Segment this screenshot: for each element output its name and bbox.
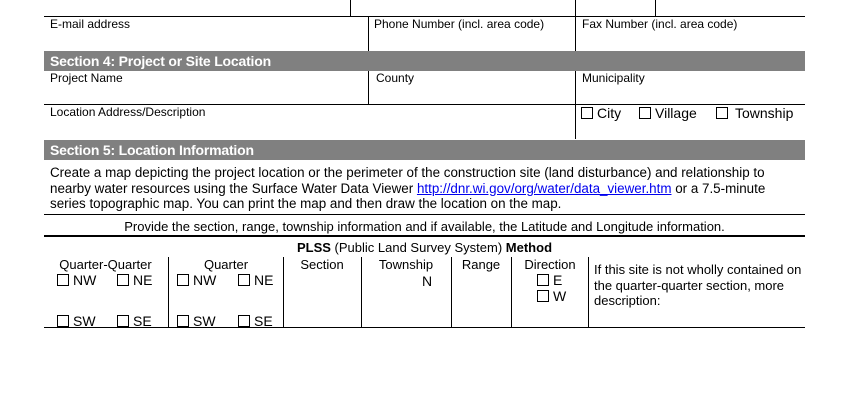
fax-label: Fax Number (incl. area code) <box>582 17 738 31</box>
q-ne-label: NE <box>254 272 274 288</box>
q-nw-checkbox[interactable] <box>177 274 189 286</box>
map-instructions <box>50 165 802 212</box>
map-instructions-text: Create a map depicting the project location or the perimeter of the construction site (land disturbance) and relationship to nearby water resources using the Surface Water Data Viewer <box>50 165 765 196</box>
village-label: Village <box>655 105 697 121</box>
county-label: County <box>376 71 415 85</box>
location-address-label: Location Address/Description <box>50 105 206 119</box>
q-sw-checkbox[interactable] <box>177 315 189 327</box>
direction-w-checkbox[interactable] <box>537 290 549 302</box>
direction-w-label: W <box>553 288 567 304</box>
divider <box>575 0 576 16</box>
municipality-label: Municipality <box>582 71 645 85</box>
divider <box>575 16 576 51</box>
direction-header: Direction <box>524 257 576 272</box>
q-sw-label: SW <box>193 313 216 329</box>
divider <box>575 104 576 139</box>
section-header: Section <box>300 257 344 272</box>
section-4-title: Section 4: Project or Site Location <box>50 53 271 69</box>
divider <box>588 257 589 327</box>
surface-water-viewer-link[interactable]: http://dnr.wi.gov/org/water/data_viewer.htm <box>416 180 672 196</box>
phone-label: Phone Number (incl. area code) <box>374 17 545 31</box>
divider <box>44 327 805 328</box>
divider <box>350 0 351 16</box>
qq-sw-checkbox[interactable] <box>57 315 69 327</box>
divider <box>283 257 284 327</box>
quarter-header: Quarter <box>203 257 249 272</box>
range-number-field[interactable] <box>453 272 510 326</box>
township-label: Township <box>735 105 794 121</box>
township-number-field[interactable] <box>363 272 450 326</box>
section-number-field[interactable] <box>285 272 360 326</box>
divider <box>368 71 369 104</box>
quarter-quarter-header: Quarter-Quarter <box>59 257 152 272</box>
city-checkbox[interactable] <box>581 107 593 119</box>
qq-nw-checkbox[interactable] <box>57 274 69 286</box>
q-se-label: SE <box>254 313 273 329</box>
direction-e-label: E <box>553 272 563 288</box>
divider <box>368 16 369 51</box>
qq-se-checkbox[interactable] <box>117 315 129 327</box>
divider <box>168 257 169 327</box>
divider <box>575 71 576 104</box>
township-direction-value: N <box>422 273 433 289</box>
divider <box>655 0 656 16</box>
range-header: Range <box>461 257 501 272</box>
plss-description: (Public Land Survey System) <box>330 240 506 255</box>
qq-sw-label: SW <box>73 313 96 329</box>
divider <box>451 257 452 327</box>
township-checkbox[interactable] <box>716 107 728 119</box>
divider <box>511 257 512 327</box>
divider <box>361 257 362 327</box>
map-instructions-text-end: or a 7.5-minute series topographic map. You can print the map and then draw the location on the map. <box>50 180 766 211</box>
qq-ne-checkbox[interactable] <box>117 274 129 286</box>
section-5-header <box>44 140 805 160</box>
direction-e-checkbox[interactable] <box>537 274 549 286</box>
section-4-header <box>44 51 805 71</box>
method-label: Method <box>505 240 553 255</box>
email-label: E-mail address <box>50 17 131 31</box>
qq-se-label: SE <box>133 313 152 329</box>
qq-ne-label: NE <box>133 272 153 288</box>
plss-label: PLSS <box>296 240 331 255</box>
township-header: Township <box>378 257 434 272</box>
divider <box>44 214 805 215</box>
project-name-label: Project Name <box>50 71 123 85</box>
q-nw-label: NW <box>193 272 217 288</box>
city-label: City <box>597 105 622 121</box>
qq-nw-label: NW <box>73 272 97 288</box>
village-checkbox[interactable] <box>639 107 651 119</box>
section-5-title: Section 5: Location Information <box>50 142 254 158</box>
provide-instructions: Provide the section, range, township information and if available, the Latitude and Longitude information. <box>124 219 725 234</box>
q-se-checkbox[interactable] <box>238 315 250 327</box>
q-ne-checkbox[interactable] <box>238 274 250 286</box>
plss-method-header <box>44 240 805 255</box>
additional-description-note: If this site is not wholly contained on the quarter-quarter section, more description: <box>594 262 802 308</box>
divider <box>44 235 805 237</box>
